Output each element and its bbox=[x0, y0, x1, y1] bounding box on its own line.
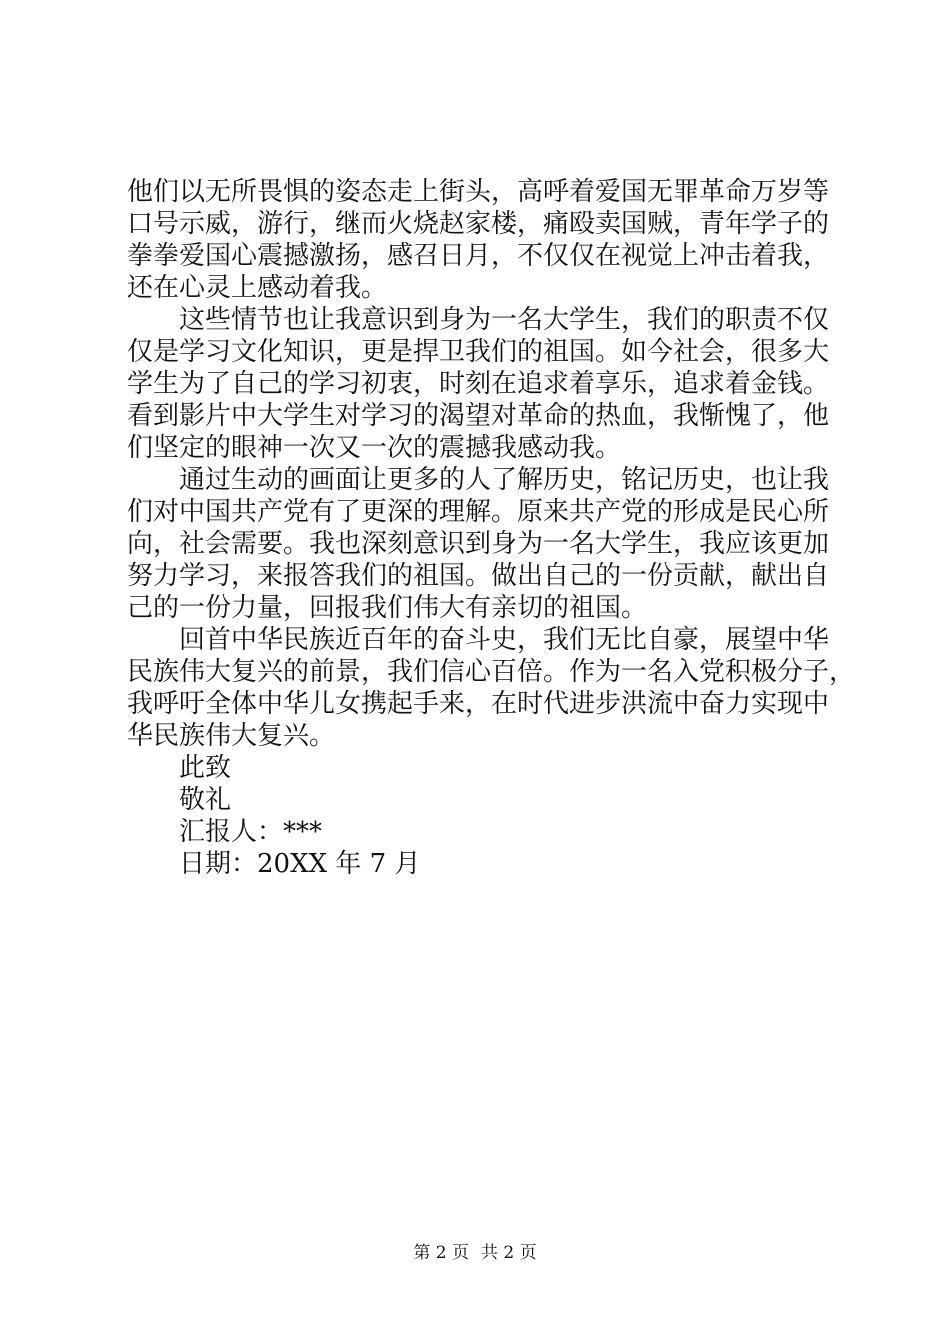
paragraph-line: 仅是学习文化知识，更是捍卫我们的祖国。如今社会，很多大 bbox=[127, 337, 830, 367]
paragraph-line: 我呼吁全体中华儿女携起手来，在时代进步洪流中奋力实现中 bbox=[127, 689, 830, 719]
paragraph-line: 拳拳爱国心震撼激扬，感召日月，不仅仅在视觉上冲击着我， bbox=[127, 241, 830, 271]
page-footer bbox=[0, 1242, 950, 1264]
paragraph-line: 民族伟大复兴的前景，我们信心百倍。作为一名入党积极分子， bbox=[127, 657, 856, 687]
report-date: 日期：20XX 年 7 月 bbox=[179, 849, 421, 879]
reporter-signature: 汇报人：*** bbox=[179, 817, 323, 847]
closing-regards: 敬礼 bbox=[179, 785, 232, 815]
closing-salutation: 此致 bbox=[179, 753, 232, 783]
page-number: 第 2 页 bbox=[413, 1243, 469, 1263]
paragraph-line: 华民族伟大复兴。 bbox=[127, 721, 336, 751]
paragraph-line: 己的一份力量，回报我们伟大有亲切的祖国。 bbox=[127, 593, 648, 623]
paragraph-line: 这些情节也让我意识到身为一名大学生，我们的职责不仅 bbox=[179, 305, 830, 335]
page-total: 共 2 页 bbox=[481, 1243, 537, 1263]
paragraph-line: 努力学习，来报答我们的祖国。做出自己的一份贡献，献出自 bbox=[127, 561, 830, 591]
paragraph-line: 学生为了自己的学习初衷，时刻在追求着享乐，追求着金钱。 bbox=[127, 369, 830, 399]
paragraph-line: 们坚定的眼神一次又一次的震撼我感动我。 bbox=[127, 433, 622, 463]
paragraph-line: 他们以无所畏惧的姿态走上街头，高呼着爱国无罪革命万岁等 bbox=[127, 177, 830, 207]
paragraph-line: 通过生动的画面让更多的人了解历史，铭记历史，也让我 bbox=[179, 465, 830, 495]
paragraph-line: 回首中华民族近百年的奋斗史，我们无比自豪，展望中华 bbox=[179, 625, 830, 655]
paragraph-line: 向，社会需要。我也深刻意识到身为一名大学生，我应该更加 bbox=[127, 529, 830, 559]
paragraph-line: 看到影片中大学生对学习的渴望对革命的热血，我惭愧了，他 bbox=[127, 401, 830, 431]
paragraph-line: 口号示威，游行，继而火烧赵家楼，痛殴卖国贼，青年学子的 bbox=[127, 209, 830, 239]
paragraph-line: 还在心灵上感动着我。 bbox=[127, 273, 388, 303]
paragraph-line: 们对中国共产党有了更深的理解。原来共产党的形成是民心所 bbox=[127, 497, 830, 527]
